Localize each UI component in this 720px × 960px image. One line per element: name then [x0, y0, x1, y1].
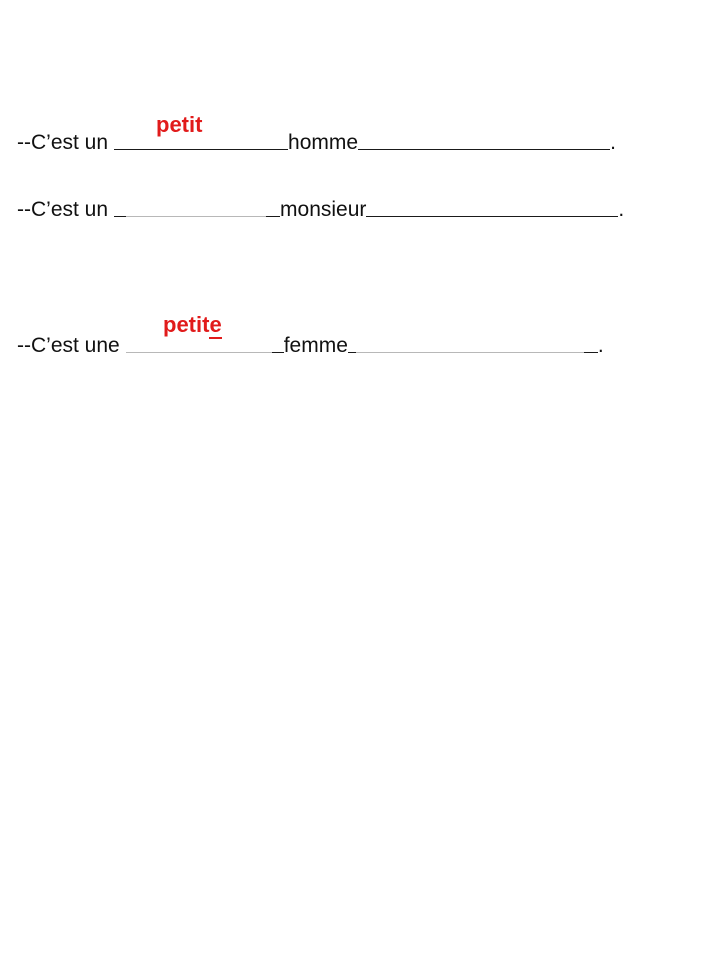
- adjective-blank-2-end: [266, 215, 280, 217]
- adjective-blank-2-start: [114, 215, 126, 217]
- sentence-1-prefix: --C’est un: [17, 131, 109, 154]
- answer-3: [163, 314, 222, 336]
- sentence-3-noun: femme: [283, 334, 348, 357]
- sentence-3-end: .: [597, 334, 604, 357]
- adjective-blank-2[interactable]: [126, 215, 266, 217]
- adjective-blank-3[interactable]: [126, 351, 272, 353]
- sentence-2-end: .: [618, 198, 625, 221]
- adjective-blank-1[interactable]: [114, 148, 288, 150]
- adjective-blank-3-end: [272, 351, 284, 353]
- sentence-2: [17, 188, 624, 222]
- trailing-blank-3[interactable]: [356, 351, 584, 353]
- answer-3-stem: petit: [163, 312, 210, 337]
- answer-3-feminine-suffix: e: [209, 312, 222, 337]
- sentence-1-noun: homme: [288, 131, 359, 154]
- sentence-2-noun: monsieur: [280, 198, 367, 221]
- sentence-1: [17, 121, 616, 155]
- trailing-blank-3-end: [584, 351, 598, 353]
- sentence-3: [17, 324, 604, 358]
- trailing-blank-1[interactable]: [358, 148, 610, 150]
- sentence-1-end: .: [610, 131, 616, 154]
- answer-1: petit: [156, 112, 203, 137]
- sentence-2-prefix: --C’est un: [17, 198, 109, 221]
- trailing-blank-2[interactable]: [366, 215, 618, 217]
- trailing-blank-3-start: [348, 351, 356, 353]
- sentence-3-prefix: --C’est une: [17, 334, 120, 357]
